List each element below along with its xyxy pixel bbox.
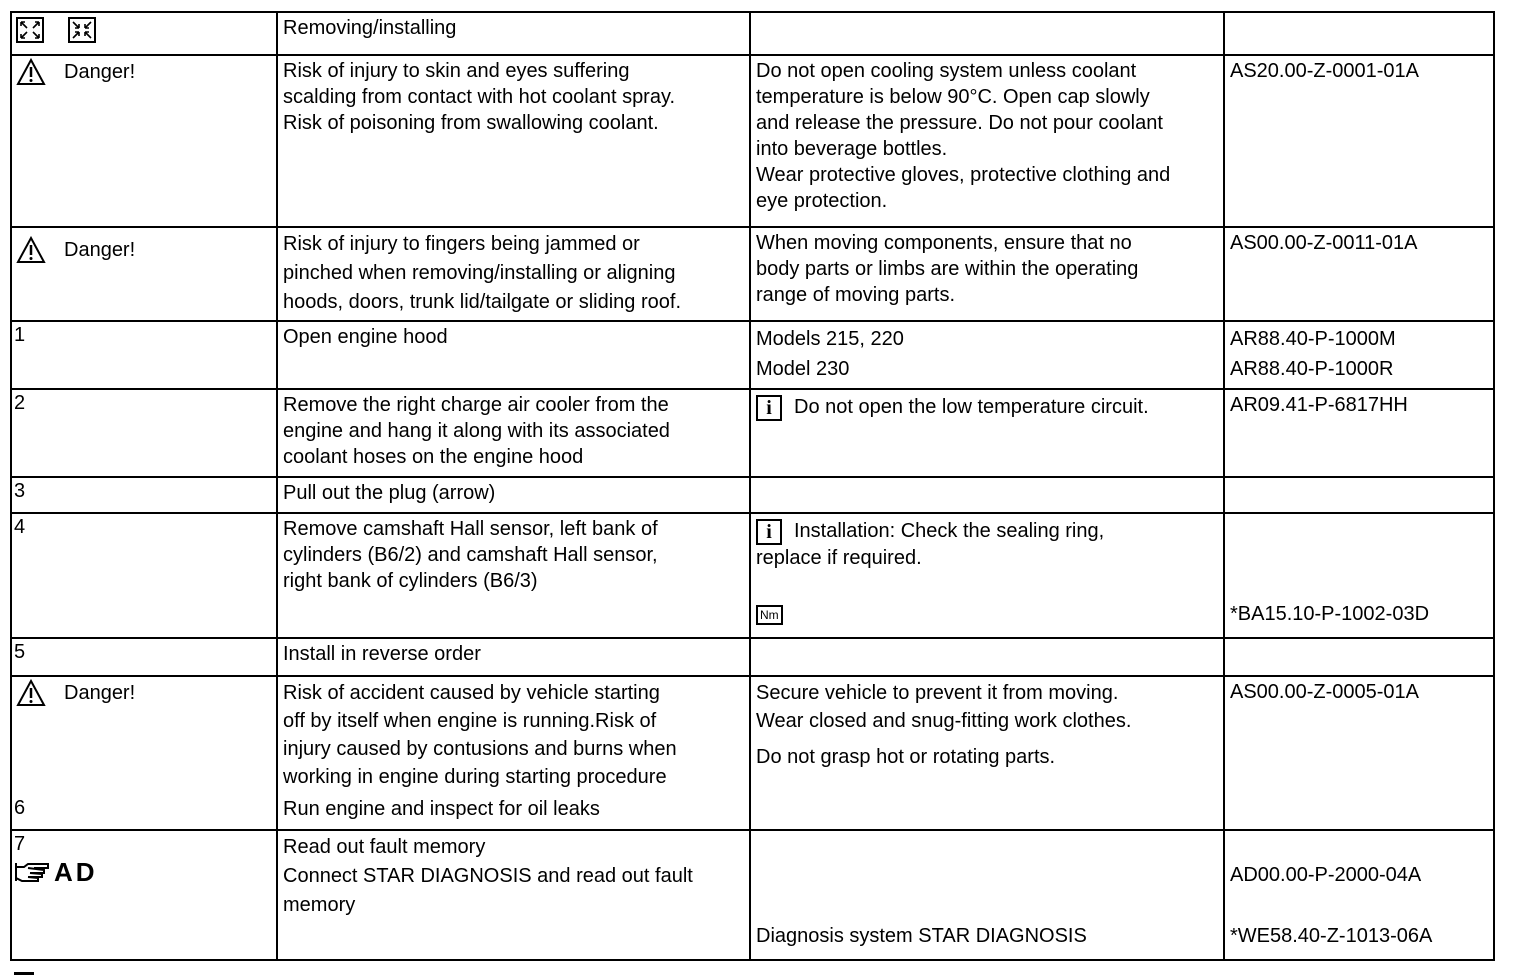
step-text-line: right bank of cylinders (B6/3) — [283, 570, 538, 592]
reference-link[interactable]: AS00.00-Z-0005-01A — [1230, 681, 1420, 703]
info-icon: i — [756, 395, 782, 421]
risk-line: Risk of poisoning from swallowing coolant. — [283, 112, 659, 134]
danger-row-accident — [11, 676, 1494, 830]
measure-line: Do not open cooling system unless coolant — [756, 60, 1137, 82]
step-number: 5 — [14, 641, 26, 663]
step-text-line: Remove camshaft Hall sensor, left bank of — [283, 518, 658, 540]
warning-triangle-icon — [16, 58, 46, 86]
reference-link[interactable]: AR88.40-P-1000M — [1230, 328, 1396, 350]
reference-link[interactable]: AD00.00-P-2000-04A — [1230, 864, 1422, 886]
info-icon: i — [756, 519, 782, 545]
risk-line: scalding from contact with hot coolant spray. — [283, 86, 676, 108]
info-note: Do not open the low temperature circuit. — [794, 396, 1149, 418]
step-text: Install in reverse order — [283, 643, 481, 665]
risk-line: working in engine during starting procedure — [283, 766, 667, 788]
diagnosis-note: Diagnosis system STAR DIAGNOSIS — [756, 925, 1087, 947]
danger-row-coolant — [11, 55, 1494, 227]
step-row-3 — [11, 477, 1494, 513]
measure-line: When moving components, ensure that no — [756, 232, 1132, 254]
measure-line: Do not grasp hot or rotating parts. — [756, 746, 1056, 768]
header-title-cell — [277, 12, 750, 55]
step-row-5 — [11, 638, 1494, 676]
risk-line: Risk of accident caused by vehicle starting — [283, 682, 660, 704]
pointing-hand-icon — [14, 861, 50, 883]
warning-triangle-icon — [16, 236, 46, 264]
step-number: 1 — [14, 324, 26, 346]
step-text: Pull out the plug (arrow) — [283, 482, 496, 504]
measure-line: eye protection. — [756, 190, 888, 212]
step-text-line: cylinders (B6/2) and camshaft Hall sensor, — [283, 544, 658, 566]
measure-line: into beverage bottles. — [756, 138, 948, 160]
header-title: Removing/installing — [283, 17, 457, 39]
danger-row-jamming — [11, 227, 1494, 321]
model-note: Models 215, 220 — [756, 328, 904, 350]
warning-triangle-icon — [16, 679, 46, 707]
measure-line: and release the pressure. Do not pour coolant — [756, 112, 1163, 134]
danger-label: Danger! — [64, 239, 136, 261]
step-row-4 — [11, 513, 1494, 638]
step-text-line: Read out fault memory — [283, 836, 486, 858]
danger-label: Danger! — [64, 682, 136, 704]
info-note: Installation: Check the sealing ring, — [794, 520, 1105, 542]
page-edge-mark — [14, 972, 34, 975]
step-number: 2 — [14, 392, 26, 414]
risk-line: injury caused by contusions and burns when — [283, 738, 677, 760]
step-text-line: Connect STAR DIAGNOSIS and read out fault — [283, 865, 693, 887]
step-row-2 — [11, 389, 1494, 477]
reference-link[interactable]: *BA15.10-P-1002-03D — [1230, 603, 1430, 625]
header-row — [11, 12, 1494, 55]
step-number: 4 — [14, 516, 26, 538]
risk-line: hoods, doors, trunk lid/tailgate or sliding roof. — [283, 291, 681, 313]
step-text-line: Remove the right charge air cooler from the — [283, 394, 669, 416]
measure-line: Secure vehicle to prevent it from moving. — [756, 682, 1119, 704]
measure-line: Wear closed and snug-fitting work clothes. — [756, 710, 1132, 732]
step-text-line: coolant hoses on the engine hood — [283, 446, 584, 468]
step-text-line: memory — [283, 894, 356, 916]
step-text-line: engine and hang it along with its associated — [283, 420, 670, 442]
risk-line: Risk of injury to skin and eyes suffering — [283, 60, 630, 82]
reference-link[interactable]: AS20.00-Z-0001-01A — [1230, 60, 1420, 82]
model-note: Model 230 — [756, 358, 850, 380]
step-text: Run engine and inspect for oil leaks — [283, 798, 600, 820]
step-row-1 — [11, 321, 1494, 389]
step-row-7 — [11, 830, 1494, 960]
risk-line: Risk of injury to fingers being jammed or — [283, 233, 640, 255]
step-number: 3 — [14, 480, 26, 502]
reference-link[interactable]: AR88.40-P-1000R — [1230, 358, 1394, 380]
measure-line: body parts or limbs are within the operating — [756, 258, 1139, 280]
measure-line: Wear protective gloves, protective clothing and — [756, 164, 1171, 186]
step-text: Open engine hood — [283, 326, 448, 348]
measure-line: temperature is below 90°C. Open cap slowly — [756, 86, 1150, 108]
reference-link[interactable]: AR09.41-P-6817HH — [1230, 394, 1408, 416]
expand-arrows-icon — [16, 17, 44, 43]
step-number: 6 — [14, 797, 26, 819]
risk-line: pinched when removing/installing or aligning — [283, 262, 676, 284]
ad-label: AD — [54, 857, 98, 887]
procedure-table — [10, 11, 1495, 961]
danger-label: Danger! — [64, 61, 136, 83]
reference-link[interactable]: AS00.00-Z-0011-01A — [1230, 232, 1418, 254]
collapse-arrows-icon — [68, 17, 96, 43]
risk-line: off by itself when engine is running.Risk of — [283, 710, 657, 732]
measure-line: range of moving parts. — [756, 284, 955, 306]
info-note: replace if required. — [756, 546, 922, 569]
header-icons-cell — [11, 12, 277, 55]
reference-link[interactable]: *WE58.40-Z-1013-06A — [1230, 925, 1433, 947]
step-number: 7 — [14, 833, 26, 855]
torque-nm-icon: Nm — [756, 605, 783, 625]
